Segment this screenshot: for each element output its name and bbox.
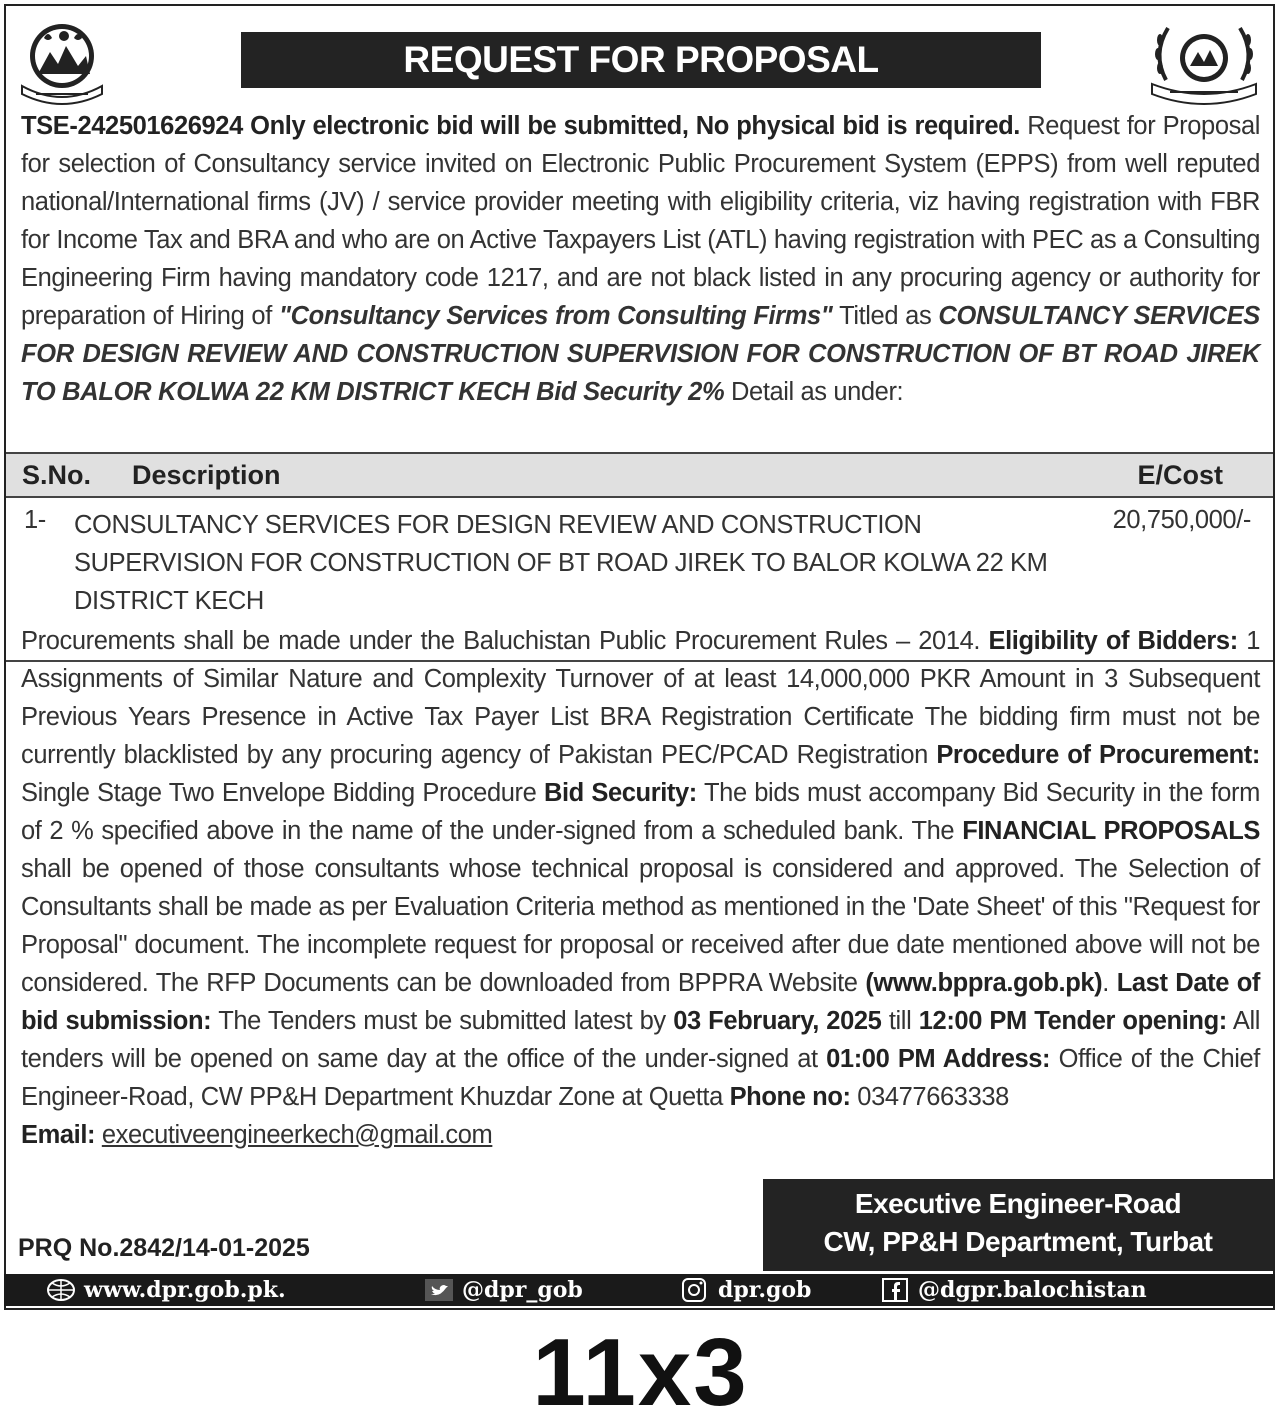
email-link[interactable]: executiveengineerkech@gmail.com — [101, 1121, 493, 1149]
signature-box — [763, 1179, 1273, 1271]
table-header — [6, 452, 1273, 498]
bppra-link[interactable]: (www.bppra.gob.pk) — [865, 969, 1103, 997]
prq-number: PRQ No.2842/14-01-2025 — [18, 1234, 310, 1262]
footer-facebook[interactable]: @dgpr.balochistan — [880, 1277, 1147, 1303]
dgpr-emblem-icon — [1146, 20, 1262, 106]
last-date: 03 February, 2025 — [673, 1007, 882, 1035]
row-description: CONSULTANCY SERVICES FOR DESIGN REVIEW AND CONSTRUCTION SUPERVISION FOR CONSTRUCTION OF BT ROAD JIREK TO BALOR KOLWA 22 KM DISTRICT KECH — [74, 511, 1048, 615]
instagram-icon — [680, 1278, 710, 1302]
footer-website[interactable]: www.dpr.gob.pk. — [46, 1277, 286, 1303]
ad-size-label: 11x3 — [532, 1319, 749, 1426]
hiring-title: "Consultancy Services from Consulting Firms" — [278, 302, 833, 330]
intro-paragraph: TSE-242501626924 Only electronic bid will be submitted, No physical bid is required. Request for Proposal for selection of Consultancy service invited on Electronic Public Procurement System (EPPS) from well reputed national/International firms (JV) / service provider meeting with eligibility criteria, viz having registration with FBR for Income Tax and BRA and who are on Active Taxpayers List (ATL) having registration with PEC as a Consulting Engineering Firm having mandatory code 1217, and are not black listed in any procuring agency or authority for preparation of Hiring of "Consultancy Services from Consulting Firms" Titled as CONSULTANCY SERVICES FOR DESIGN REVIEW AND CONSTRUCTION SUPERVISION FOR CONSTRUCTION OF BT ROAD JIREK TO BALOR KOLWA 22 KM DISTRICT KECH Bid Security 2% Detail as under: — [21, 112, 1261, 406]
globe-icon — [46, 1278, 76, 1302]
phone-number: 03477663338 — [850, 1083, 1009, 1111]
header-cost: E/Cost — [1137, 460, 1223, 490]
footer-twitter[interactable]: @dpr_gob — [424, 1277, 583, 1303]
facebook-icon — [880, 1278, 910, 1302]
header-sno: S.No. — [22, 460, 92, 490]
footer-instagram[interactable]: dpr.gob — [680, 1277, 811, 1303]
header-description: Description — [132, 460, 281, 490]
row-sno: 1- — [24, 506, 46, 534]
row-cost: 20,750,000/- — [1112, 506, 1251, 534]
project-title: CONSULTANCY SERVICES FOR DESIGN REVIEW AND CONSTRUCTION SUPERVISION FOR CONSTRUCTION OF BT ROAD JIREK TO BALOR KOLWA 22 KM DISTRICT KECH Bid Security 2% — [21, 302, 1260, 406]
balochistan-emblem-icon — [14, 16, 110, 106]
twitter-icon — [424, 1278, 454, 1302]
terms-paragraph: Procurements shall be made under the Baluchistan Public Procurement Rules – 2014. Eligibility of Bidders: 1 Assignments of Similar Nature and Complexity Turnover of at least 14,000,000 PKR Amount in 3 Subsequent Previous Years Presence in Active Tax Payer List BRA Registration Certificate The bidding firm must not be currently blacklisted by any procuring agency of Pakistan PEC/PCAD Registration Procedure of Procurement: Single Stage Two Envelope Bidding Procedure Bid Security: The bids must accompany Bid Security in the form of 2 % specified above in the name of the under-signed from a scheduled bank. The FINANCIAL PROPOSALS shall be opened of those consultants whose technical proposal is considered and approved. The Selection of Consultants shall be made as per Evaluation Criteria method as mentioned in the 'Date Sheet' of this "Request for Proposal" document. The incomplete request for proposal or received after due date mentioned above will not be considered. The RFP Documents can be downloaded from BPPRA Website (www.bppra.gob.pk). Last Date of bid submission: The Tenders must be submitted latest by 03 February, 2025 till 12:00 PM Tender opening: All tenders will be opened on same day at the office of the under-signed at 01:00 PM Address: Office of the Chief Engineer-Road, CW PP&H Department Khuzdar Zone at Quetta Phone no: 03477663338 Email: executiveengineerkech@gmail.com — [21, 627, 1261, 1149]
tender-id: TSE-242501626924 Only electronic bid will be submitted, No physical bid is required. — [21, 112, 1020, 140]
signature-line-2: CW, PP&H Department, Turbat — [823, 1226, 1213, 1257]
footer-bar — [4, 1274, 1275, 1306]
signature-line-1: Executive Engineer-Road — [854, 1188, 1182, 1219]
page-title: REQUEST FOR PROPOSAL — [241, 32, 1041, 88]
